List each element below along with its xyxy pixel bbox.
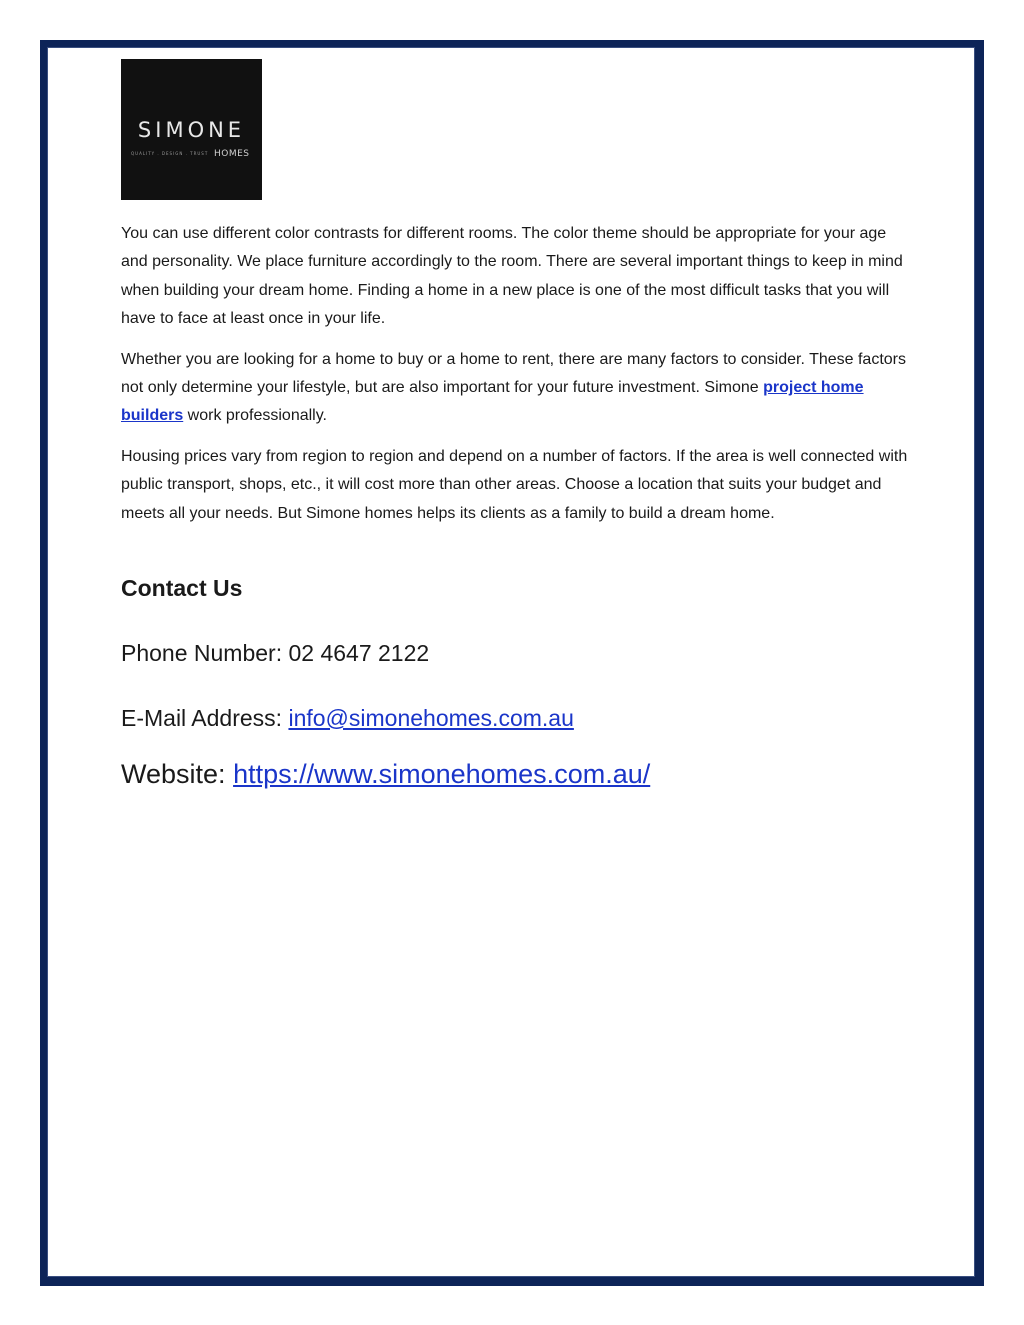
- website-line: [121, 758, 911, 790]
- paragraph-text: work professionally.: [183, 407, 327, 425]
- paragraph-text: Whether you are looking for a home to buy or a home to rent, there are many factors to consider. These factors not only determine your lifestyle, but are also important for your future investment. Simone: [121, 350, 906, 397]
- paragraph-buy-or-rent: [121, 346, 911, 431]
- contact-heading: Contact Us: [121, 575, 243, 602]
- project-home-builders-link[interactable]: project home builders: [121, 379, 864, 425]
- paragraph-housing-prices: Housing prices vary from region to region and depend on a number of factors. If the area is well connected with public transport, shops, etc., it will cost more than other areas. Choose a location that suits your budget and meets all your needs. But Simone homes helps its clients as a family to build a dream home.: [121, 447, 908, 522]
- website-link[interactable]: https://www.simonehomes.com.au/: [233, 759, 651, 790]
- email-link[interactable]: info@simonehomes.com.au: [288, 705, 574, 732]
- logo-tagline: QUALITY . DESIGN . TRUST: [131, 151, 209, 156]
- document-content: [121, 59, 911, 790]
- website-label: Website:: [121, 759, 234, 790]
- logo-homes: HOMES: [214, 149, 250, 159]
- email-label: E-Mail Address:: [121, 705, 289, 732]
- phone-number: Phone Number: 02 4647 2122: [121, 640, 430, 667]
- email-line: [121, 704, 911, 732]
- paragraph-color-contrasts: You can use different color contrasts for different rooms. The color theme should be appropriate for your age and personality. We place furniture accordingly to the room. There are several important things to keep in mind when building your dream home. Finding a home in a new place is one of the most difficult tasks that you will have to face at least once in your life.: [121, 225, 903, 328]
- logo-wordmark: SIMONE: [137, 118, 246, 142]
- simone-homes-logo: [121, 59, 262, 200]
